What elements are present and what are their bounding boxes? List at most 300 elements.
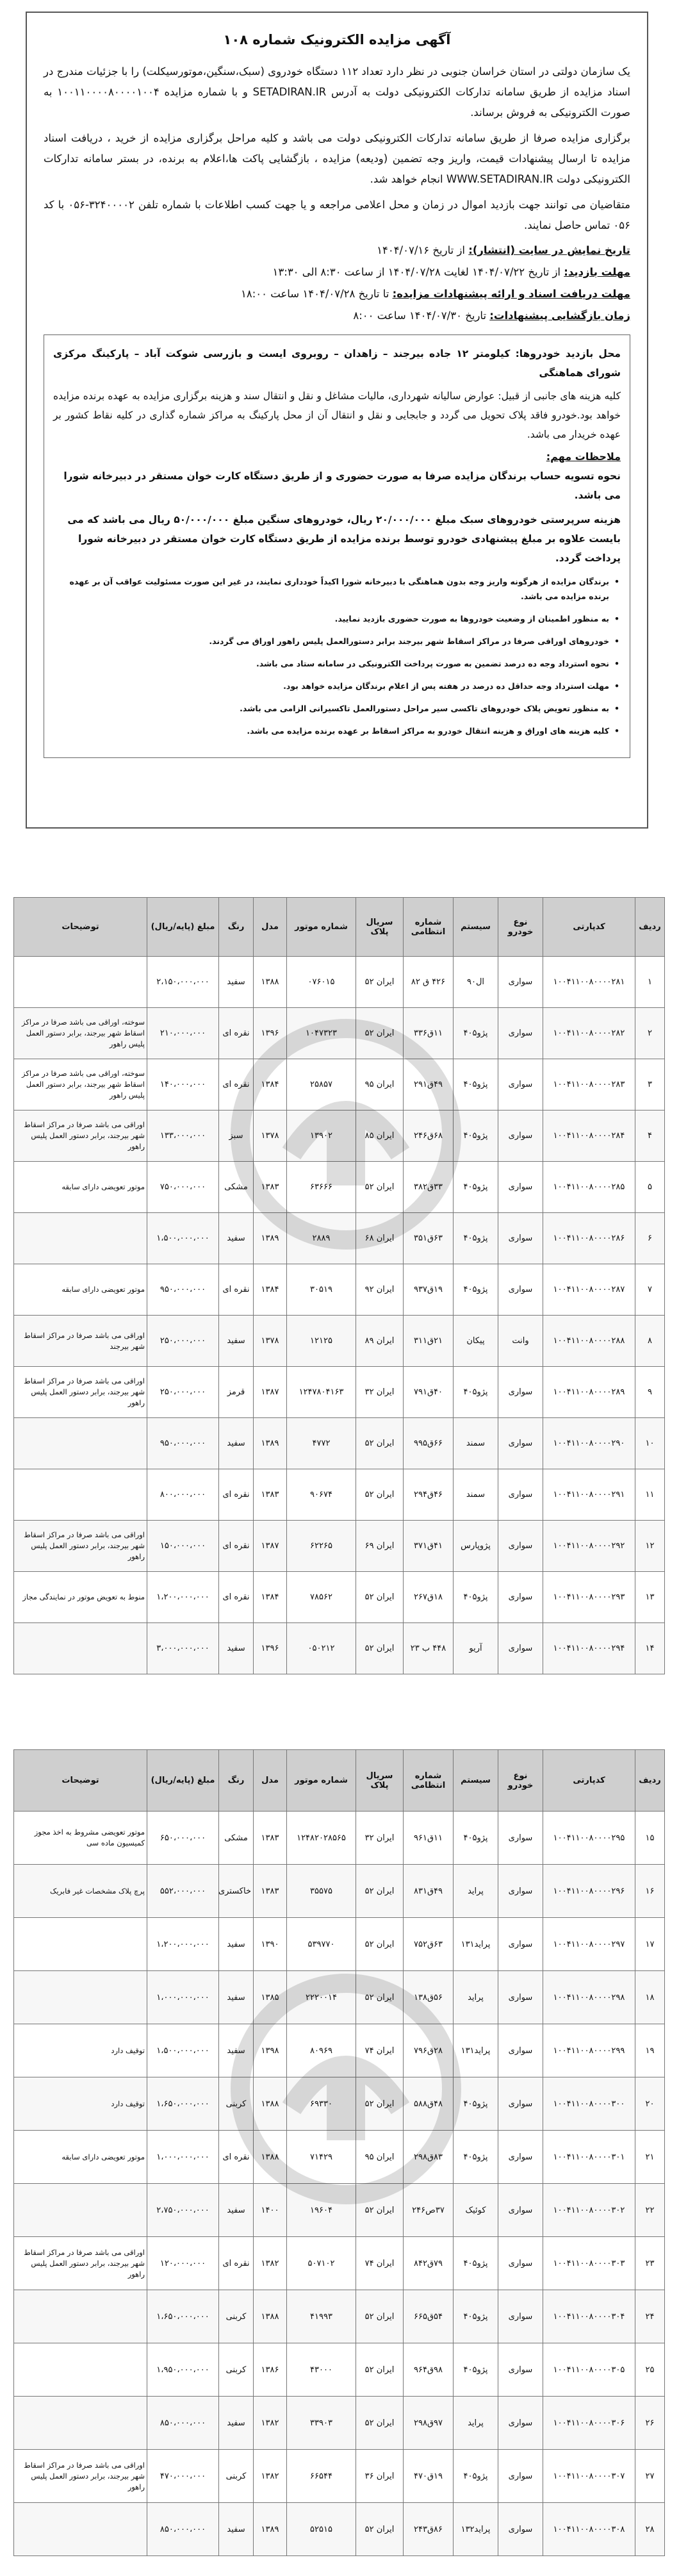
cell-party-code: ۱۰۰۴۱۱۰۰۸۰۰۰۰۲۹۸ — [543, 1971, 635, 2024]
cell-plate-serial: ایران ۹۵ — [356, 1059, 404, 1110]
cell-plate-number: ۱۹ق۹۳۷ — [404, 1264, 454, 1316]
list-item: • به منظور تعویض پلاک خودروهای تاکسی سیر مراحل دستورالعمل تاکسیرانی الزامی می باشد. — [53, 701, 621, 716]
cell-base-price: ۱،۵۰۰،۰۰۰،۰۰۰ — [147, 1213, 219, 1264]
cell-row-number: ۱۷ — [635, 1918, 665, 1971]
cell-party-code: ۱۰۰۴۱۱۰۰۸۰۰۰۰۳۰۳ — [543, 2237, 635, 2290]
cell-row-number: ۸ — [635, 1316, 665, 1367]
cell-engine-number: ۶۲۲۶۵ — [287, 1521, 356, 1572]
cell-model: ۱۳۸۲ — [254, 2397, 287, 2450]
list-item: • کلیه هزینه های اوراق و هزینه انتقال خودرو به مراکز اسقاط بر عهده برنده مزایده می باشد. — [53, 723, 621, 738]
cell-color: سفید — [219, 1316, 254, 1367]
column-header-color: رنگ — [219, 898, 254, 957]
cell-model: ۱۳۸۴ — [254, 1059, 287, 1110]
cell-row-number: ۲۲ — [635, 2184, 665, 2237]
cell-vehicle-type: سواری — [498, 1918, 543, 1971]
table-row — [14, 2450, 665, 2503]
cell-color: سفید — [219, 2184, 254, 2237]
notice-paragraph-2: برگزاری مزایده صرفا از طریق سامانه تدارکات الکترونیکی دولت می باشد و کلیه مراحل برگزاری مزایده از خرید ، دریافت اسناد مزایده تا ارسال پیشنهادات قیمت، واریز وجه تضمین (ودیعه) مزایده ، بازگشایی پاکت ها،اعلام به برنده، در بستر سامانه تدارکات الکترونیکی دولت WWW.SETADIRAN.IR انجام خواهد شد. — [44, 132, 630, 185]
note-supervision-fee: هزینه سرپرستی خودروهای سبک مبلغ ۲۰/۰۰۰/۰۰۰ ریال، خودروهای سنگین مبلغ ۵۰/۰۰۰/۰۰۰ ریال می باشد که می بایست علاوه بر مبلغ پیشنهادی خودرو توسط برنده مزایده از طریق دستگاه کارت خوان مستقر در دبیرخانه شورا پرداخت گردد. — [67, 514, 621, 564]
cell-plate-number: ۱۱ق۹۶۱ — [404, 1812, 454, 1865]
cell-description: موتور تعویضی مشروط به اخذ مجوز کمیسیون ماده سی — [14, 1812, 147, 1865]
cell-plate-serial: ایران ۵۲ — [356, 1918, 404, 1971]
cell-vehicle-type: سواری — [498, 2450, 543, 2503]
cell-engine-number: ۳۰۵۱۹ — [287, 1264, 356, 1316]
cell-plate-serial: ایران ۵۲ — [356, 2184, 404, 2237]
cell-description: اوراقی می باشد صرفا در مراکز اسقاط شهر بیرجند، برابر دستور العمل پلیس راهور — [14, 2237, 147, 2290]
cell-row-number: ۱۹ — [635, 2024, 665, 2077]
cell-row-number: ۱۲ — [635, 1521, 665, 1572]
cell-vehicle-type: سواری — [498, 1110, 543, 1162]
column-header-base-price: مبلغ (پایه/ریال) — [147, 898, 219, 957]
cell-party-code: ۱۰۰۴۱۱۰۰۸۰۰۰۰۲۸۹ — [543, 1367, 635, 1418]
cell-engine-number: ۱۲۱۲۵ — [287, 1316, 356, 1367]
cell-description: موتور تعویضی دارای سابقه — [14, 1162, 147, 1213]
cell-model: ۱۳۸۴ — [254, 1572, 287, 1623]
cell-base-price: ۲۵۰،۰۰۰،۰۰۰ — [147, 1367, 219, 1418]
cell-party-code: ۱۰۰۴۱۱۰۰۸۰۰۰۰۲۹۲ — [543, 1521, 635, 1572]
table-row — [14, 1110, 665, 1162]
cell-system: پراید۱۳۱ — [454, 1918, 498, 1971]
cell-description: اوراقی می باشد صرفا در مراکز اسقاط شهر بیرجند، برابر دستور العمل پلیس راهور — [14, 1110, 147, 1162]
cell-party-code: ۱۰۰۴۱۱۰۰۸۰۰۰۰۳۰۸ — [543, 2503, 635, 2556]
cell-plate-serial: ایران ۵۲ — [356, 1971, 404, 2024]
cell-plate-serial: ایران ۸۹ — [356, 1316, 404, 1367]
cell-engine-number: ۳۳۹۰۳ — [287, 2397, 356, 2450]
cell-model: ۱۳۷۸ — [254, 1110, 287, 1162]
cell-color: نقره ای — [219, 1572, 254, 1623]
cell-plate-serial: ایران ۳۲ — [356, 1367, 404, 1418]
cell-plate-number: ۹۷ق۲۹۸ — [404, 2397, 454, 2450]
cell-system: پراید — [454, 2397, 498, 2450]
cell-party-code: ۱۰۰۴۱۱۰۰۸۰۰۰۰۲۸۸ — [543, 1316, 635, 1367]
cell-party-code: ۱۰۰۴۱۱۰۰۸۰۰۰۰۳۰۷ — [543, 2450, 635, 2503]
cell-base-price: ۶۵۰،۰۰۰،۰۰۰ — [147, 1812, 219, 1865]
cell-row-number: ۲۱ — [635, 2131, 665, 2184]
cell-vehicle-type: سواری — [498, 1264, 543, 1316]
cell-model: ۱۳۸۳ — [254, 1469, 287, 1521]
cell-system: پژو۴۰۵ — [454, 1162, 498, 1213]
cell-color: سفید — [219, 1971, 254, 2024]
cell-vehicle-type: سواری — [498, 1572, 543, 1623]
cell-system: پژو۴۰۵ — [454, 2450, 498, 2503]
cell-plate-number: ۱۱ق۳۳۶ — [404, 1008, 454, 1059]
table-row — [14, 1316, 665, 1367]
cell-base-price: ۱،۲۰۰،۰۰۰،۰۰۰ — [147, 1572, 219, 1623]
table-row — [14, 1623, 665, 1674]
cell-model: ۱۳۸۹ — [254, 1418, 287, 1469]
cell-color: سفید — [219, 2397, 254, 2450]
cell-engine-number: ۱۳۹۰۲ — [287, 1110, 356, 1162]
cell-row-number: ۱۸ — [635, 1971, 665, 2024]
cell-color: سفید — [219, 1623, 254, 1674]
column-header-vehicle-type: نوع خودرو — [498, 1750, 543, 1812]
column-header-model: مدل — [254, 1750, 287, 1812]
table-header-row — [14, 1750, 665, 1812]
cell-party-code: ۱۰۰۴۱۱۰۰۸۰۰۰۰۲۹۵ — [543, 1812, 635, 1865]
table-row — [14, 2343, 665, 2397]
cell-party-code: ۱۰۰۴۱۱۰۰۸۰۰۰۰۳۰۶ — [543, 2397, 635, 2450]
column-header-row-number: ردیف — [635, 898, 665, 957]
cell-model: ۱۳۸۳ — [254, 1812, 287, 1865]
cell-description — [14, 2184, 147, 2237]
cell-system: پژو۴۰۵ — [454, 1264, 498, 1316]
cell-vehicle-type: سواری — [498, 2024, 543, 2077]
cell-plate-number: ۳۳ق۳۸۲ — [404, 1162, 454, 1213]
inner-paragraph-1: کلیه هزینه های جانبی از قبیل: عوارض سالیانه شهرداری، مالیات مشاغل و نقل و انتقال سند و هزینه برگزاری مزایده به عهده برنده مزایده خواهد بود.خودرو فاقد پلاک تحویل می گردد و جابجایی و نقل و انتقال آن از محل پارکینگ به مراکز شماره گذاری در کلیه نقاط کشور بر عهده خریدار می باشد. — [53, 390, 621, 440]
cell-system: پراید۱۳۲ — [454, 2503, 498, 2556]
cell-system: پژو۴۰۵ — [454, 1110, 498, 1162]
cell-base-price: ۸۰۰،۰۰۰،۰۰۰ — [147, 1469, 219, 1521]
note-settlement: نحوه تسویه حساب برندگان مزایده صرفا به صورت حضوری و از طریق دستگاه کارت خوان مستقر در دبیرخانه شورا می باشد. — [63, 470, 621, 501]
column-header-plate-serial: سریال پلاک — [356, 1750, 404, 1812]
cell-model: ۱۳۸۸ — [254, 2290, 287, 2343]
cell-party-code: ۱۰۰۴۱۱۰۰۸۰۰۰۰۲۹۳ — [543, 1572, 635, 1623]
cell-plate-number: ۴۰ق۷۹۱ — [404, 1367, 454, 1418]
cell-party-code: ۱۰۰۴۱۱۰۰۸۰۰۰۰۲۹۶ — [543, 1865, 635, 1918]
cell-base-price: ۲،۱۵۰،۰۰۰،۰۰۰ — [147, 957, 219, 1008]
column-header-description: توضیحات — [14, 1750, 147, 1812]
cell-system: کوئیک — [454, 2184, 498, 2237]
cell-system: پراید۱۳۱ — [454, 2024, 498, 2077]
cell-plate-number: ۶۶ق۹۹۵ — [404, 1418, 454, 1469]
cell-row-number: ۲۸ — [635, 2503, 665, 2556]
cell-vehicle-type: سواری — [498, 1623, 543, 1674]
cell-model: ۱۳۸۹ — [254, 1213, 287, 1264]
cell-system: پیکان — [454, 1316, 498, 1367]
cell-base-price: ۲،۷۵۰،۰۰۰،۰۰۰ — [147, 2184, 219, 2237]
cell-description — [14, 2343, 147, 2397]
cell-system: پژو۴۰۵ — [454, 1367, 498, 1418]
cell-base-price: ۸۵۰،۰۰۰،۰۰۰ — [147, 2503, 219, 2556]
cell-engine-number: ۷۱۴۲۹ — [287, 2131, 356, 2184]
date-visit: مهلت بازدید: از تاریخ ۱۴۰۴/۰۷/۲۲ لغایت ۱۴۰۴/۰۷/۲۸ از ساعت ۸:۳۰ الی ۱۳:۳۰ — [272, 266, 630, 278]
cell-system: پژو۴۰۵ — [454, 1213, 498, 1264]
cell-plate-number: ۱۹ق۴۷۰ — [404, 2450, 454, 2503]
cell-base-price: ۷۵۰،۰۰۰،۰۰۰ — [147, 1162, 219, 1213]
column-header-row-number: ردیف — [635, 1750, 665, 1812]
cell-model: ۱۳۸۷ — [254, 1367, 287, 1418]
cell-row-number: ۲۶ — [635, 2397, 665, 2450]
table-row — [14, 2397, 665, 2450]
cell-vehicle-type: سواری — [498, 1059, 543, 1110]
cell-engine-number: ۶۳۶۶۶ — [287, 1162, 356, 1213]
cell-description: توقیف دارد — [14, 2077, 147, 2131]
cell-base-price: ۱۲۰،۰۰۰،۰۰۰ — [147, 2237, 219, 2290]
cell-model: ۱۴۰۰ — [254, 2184, 287, 2237]
cell-party-code: ۱۰۰۴۱۱۰۰۸۰۰۰۰۲۸۷ — [543, 1264, 635, 1316]
table-row — [14, 1469, 665, 1521]
table-row — [14, 1418, 665, 1469]
cell-color: سفید — [219, 957, 254, 1008]
cell-plate-serial: ایران ۷۴ — [356, 2237, 404, 2290]
cell-engine-number: ۴۷۷۲ — [287, 1418, 356, 1469]
table-row — [14, 1008, 665, 1059]
cell-description: توقیف دارد — [14, 2024, 147, 2077]
cell-base-price: ۱۴۰،۰۰۰،۰۰۰ — [147, 1059, 219, 1110]
cell-engine-number: ۶۹۳۳۰ — [287, 2077, 356, 2131]
cell-party-code: ۱۰۰۴۱۱۰۰۸۰۰۰۰۲۸۲ — [543, 1008, 635, 1059]
cell-plate-serial: ایران ۵۲ — [356, 957, 404, 1008]
cell-plate-number: ۴۲۶ ق ۸۲ — [404, 957, 454, 1008]
cell-description: منوط به تعویض موتور در نمایندگی مجاز — [14, 1572, 147, 1623]
cell-vehicle-type: سواری — [498, 1162, 543, 1213]
table-row — [14, 2024, 665, 2077]
vehicles-table-1 — [14, 897, 665, 1674]
cell-engine-number: ۱۲۴۷۸۰۴۱۶۳ — [287, 1367, 356, 1418]
cell-system: پژو۴۰۵ — [454, 2290, 498, 2343]
cell-system: پژو۴۰۵ — [454, 2077, 498, 2131]
cell-system: پژو۴۰۵ — [454, 1008, 498, 1059]
cell-plate-serial: ایران ۹۲ — [356, 1264, 404, 1316]
cell-color: کربنی — [219, 2450, 254, 2503]
cell-color: سفید — [219, 2024, 254, 2077]
cell-vehicle-type: سواری — [498, 1469, 543, 1521]
cell-engine-number: ۷۸۵۶۲ — [287, 1572, 356, 1623]
cell-base-price: ۳،۰۰۰،۰۰۰،۰۰۰ — [147, 1623, 219, 1674]
auction-notice — [26, 12, 648, 829]
column-header-plate-serial: سریال پلاک — [356, 898, 404, 957]
cell-description: موتور تعویضی دارای سابقه — [14, 2131, 147, 2184]
cell-vehicle-type: سواری — [498, 1521, 543, 1572]
cell-description: موتور تعویضی دارای سابقه — [14, 1264, 147, 1316]
cell-model: ۱۳۸۳ — [254, 1162, 287, 1213]
cell-plate-number: ۴۹ق۸۳۱ — [404, 1865, 454, 1918]
cell-plate-serial: ایران ۶۸ — [356, 1213, 404, 1264]
column-header-model: مدل — [254, 898, 287, 957]
table — [13, 1749, 665, 2556]
cell-model: ۱۳۸۸ — [254, 957, 287, 1008]
list-item: • برندگان مزایده از هرگونه واریز وجه بدون هماهنگی با دبیرخانه شورا اکیداً خودداری نمایند، در غیر این صورت مسئولیت عواقب آن بر عهده برنده مزایده می باشد. — [53, 574, 621, 604]
cell-system: پژو۴۰۵ — [454, 1572, 498, 1623]
cell-color: خاکستری — [219, 1865, 254, 1918]
cell-row-number: ۴ — [635, 1110, 665, 1162]
cell-plate-number: ۲۱ق۳۱۱ — [404, 1316, 454, 1367]
cell-engine-number: ۲۲۲۰۰۱۴ — [287, 1971, 356, 2024]
cell-system: پراید — [454, 1971, 498, 2024]
table-row — [14, 1971, 665, 2024]
cell-color: سفید — [219, 1918, 254, 1971]
cell-plate-serial: ایران ۶۹ — [356, 1521, 404, 1572]
cell-row-number: ۲ — [635, 1008, 665, 1059]
cell-description — [14, 1623, 147, 1674]
cell-row-number: ۱۰ — [635, 1418, 665, 1469]
cell-plate-number: ۲۸ق۷۹۶ — [404, 2024, 454, 2077]
cell-system: پراید — [454, 1865, 498, 1918]
cell-description: سوخته، اوراقی می باشد صرفا در مراکز اسقاط شهر بیرجند، برابر دستور العمل پلیس راهور — [14, 1059, 147, 1110]
cell-engine-number: ۱۹۶۰۴ — [287, 2184, 356, 2237]
cell-engine-number: ۹۰۶۷۴ — [287, 1469, 356, 1521]
cell-color: مشکی — [219, 1812, 254, 1865]
column-header-plate-number: شماره انتظامی — [404, 1750, 454, 1812]
table-row — [14, 1059, 665, 1110]
cell-color: کربنی — [219, 2077, 254, 2131]
cell-model: ۱۳۸۸ — [254, 2131, 287, 2184]
cell-base-price: ۱،۲۰۰،۰۰۰،۰۰۰ — [147, 1918, 219, 1971]
cell-plate-number: ۶۸ق۲۴۶ — [404, 1110, 454, 1162]
cell-base-price: ۱،۶۵۰،۰۰۰،۰۰۰ — [147, 2290, 219, 2343]
cell-row-number: ۱۵ — [635, 1812, 665, 1865]
cell-row-number: ۲۵ — [635, 2343, 665, 2397]
cell-description: سوخته، اوراقی می باشد صرفا در مراکز اسقاط شهر بیرجند، برابر دستور العمل پلیس راهور — [14, 1008, 147, 1059]
cell-description — [14, 2397, 147, 2450]
cell-party-code: ۱۰۰۴۱۱۰۰۸۰۰۰۰۲۹۹ — [543, 2024, 635, 2077]
cell-plate-serial: ایران ۵۲ — [356, 1162, 404, 1213]
list-item: • مهلت استرداد وجه حداقل ده درصد در هفته پس از اعلام برندگان مزایده خواهد بود. — [53, 679, 621, 693]
cell-vehicle-type: سواری — [498, 2503, 543, 2556]
cell-color: کربنی — [219, 2343, 254, 2397]
cell-engine-number: ۵۰۷۱۰۲ — [287, 2237, 356, 2290]
cell-description: اوراقی می باشد صرفا در مراکز اسقاط شهر بیرجند، برابر دستور العمل پلیس راهور — [14, 1367, 147, 1418]
cell-plate-number: ۸۳ق۲۹۸ — [404, 2131, 454, 2184]
cell-vehicle-type: سواری — [498, 2077, 543, 2131]
cell-party-code: ۱۰۰۴۱۱۰۰۸۰۰۰۰۲۸۶ — [543, 1213, 635, 1264]
cell-plate-serial: ایران ۹۵ — [356, 2131, 404, 2184]
cell-engine-number: ۱۲۴۸۲۰۲۸۵۶۵ — [287, 1812, 356, 1865]
cell-plate-serial: ایران ۵۲ — [356, 1418, 404, 1469]
cell-plate-serial: ایران ۵۲ — [356, 2077, 404, 2131]
cell-engine-number: ۰۷۶۰۱۵ — [287, 957, 356, 1008]
cell-description — [14, 1971, 147, 2024]
cell-row-number: ۱۱ — [635, 1469, 665, 1521]
cell-base-price: ۲۱۰،۰۰۰،۰۰۰ — [147, 1008, 219, 1059]
column-header-party-code: کدپارتی — [543, 898, 635, 957]
cell-vehicle-type: سواری — [498, 1008, 543, 1059]
cell-description — [14, 1469, 147, 1521]
cell-color: نقره ای — [219, 1469, 254, 1521]
cell-model: ۱۳۸۳ — [254, 1865, 287, 1918]
cell-party-code: ۱۰۰۴۱۱۰۰۸۰۰۰۰۳۰۲ — [543, 2184, 635, 2237]
cell-color: نقره ای — [219, 1521, 254, 1572]
cell-vehicle-type: سواری — [498, 1865, 543, 1918]
table-row — [14, 2184, 665, 2237]
cell-color: نقره ای — [219, 1008, 254, 1059]
cell-row-number: ۲۳ — [635, 2237, 665, 2290]
list-item: • به منظور اطمینان از وضعیت خودروها به صورت حضوری بازدید نمایید. — [53, 611, 621, 626]
cell-plate-number: ۱۸ق۲۶۷ — [404, 1572, 454, 1623]
cell-color: نقره ای — [219, 2131, 254, 2184]
cell-party-code: ۱۰۰۴۱۱۰۰۸۰۰۰۰۲۹۴ — [543, 1623, 635, 1674]
cell-party-code: ۱۰۰۴۱۱۰۰۸۰۰۰۰۳۰۵ — [543, 2343, 635, 2397]
notice-paragraph-1: یک سازمان دولتی در استان خراسان جنوبی در نظر دارد تعداد ۱۱۲ دستگاه خودروی (سبک،سنگین،موتورسیکلت) را با جزئیات مندرج در اسناد مزایده از طریق سامانه تدارکات الکترونیکی دولت به آدرس SETADIRAN.IR و با شماره مزایده ۱۰۰۱۱۰۰۰۰۸۰۰۰۰۱۰۰۴ به صورت الکترونیکی به فروش برساند. — [44, 65, 630, 119]
cell-base-price: ۱،۰۰۰،۰۰۰،۰۰۰ — [147, 1971, 219, 2024]
cell-row-number: ۲۷ — [635, 2450, 665, 2503]
cell-vehicle-type: سواری — [498, 2343, 543, 2397]
table-body — [14, 1812, 665, 2556]
table-row — [14, 1264, 665, 1316]
table-row — [14, 1918, 665, 1971]
cell-row-number: ۲۰ — [635, 2077, 665, 2131]
cell-base-price: ۱،۰۰۰،۰۰۰،۰۰۰ — [147, 2131, 219, 2184]
cell-color: سفید — [219, 1213, 254, 1264]
cell-plate-number: ۵۶ق۱۳۸ — [404, 1971, 454, 2024]
table-row — [14, 1865, 665, 1918]
cell-party-code: ۱۰۰۴۱۱۰۰۸۰۰۰۰۲۹۱ — [543, 1469, 635, 1521]
column-header-system: سیستم — [454, 1750, 498, 1812]
cell-color: قرمز — [219, 1367, 254, 1418]
table — [13, 897, 665, 1674]
cell-row-number: ۶ — [635, 1213, 665, 1264]
cell-engine-number: ۵۳۹۷۷۰ — [287, 1918, 356, 1971]
cell-model: ۱۳۹۸ — [254, 2024, 287, 2077]
cell-vehicle-type: سواری — [498, 1971, 543, 2024]
cell-system: پژو۴۰۵ — [454, 1812, 498, 1865]
cell-system: پژو۴۰۵ — [454, 2131, 498, 2184]
column-header-color: رنگ — [219, 1750, 254, 1812]
cell-row-number: ۱۳ — [635, 1572, 665, 1623]
cell-description — [14, 957, 147, 1008]
cell-engine-number: ۲۵۸۵۷ — [287, 1059, 356, 1110]
cell-model: ۱۳۹۶ — [254, 1623, 287, 1674]
table-row — [14, 2237, 665, 2290]
notes-list — [53, 574, 621, 738]
table-row — [14, 1367, 665, 1418]
cell-system: سمند — [454, 1469, 498, 1521]
cell-vehicle-type: سواری — [498, 2397, 543, 2450]
cell-plate-number: ۶۳ق۷۵۲ — [404, 1918, 454, 1971]
cell-engine-number: ۱۰۴۷۳۲۳ — [287, 1008, 356, 1059]
cell-plate-serial: ایران ۵۲ — [356, 1008, 404, 1059]
table-row — [14, 1162, 665, 1213]
cell-plate-number: ۹۸ق۹۶۴ — [404, 2343, 454, 2397]
cell-party-code: ۱۰۰۴۱۱۰۰۸۰۰۰۰۲۸۳ — [543, 1059, 635, 1110]
cell-vehicle-type: سواری — [498, 957, 543, 1008]
list-item: • خودروهای اوراقی صرفا در مراکز اسقاط شهر بیرجند برابر دستورالعمل پلیس راهور اوراق می گردند. — [53, 634, 621, 648]
cell-base-price: ۸۵۰،۰۰۰،۰۰۰ — [147, 2397, 219, 2450]
cell-model: ۱۳۸۲ — [254, 2450, 287, 2503]
cell-color: سبز — [219, 1110, 254, 1162]
date-publish: تاریخ نمایش در سایت (انتشار): از تاریخ ۱۴۰۴/۰۷/۱۶ — [377, 244, 630, 256]
cell-system: پژو۴۰۵ — [454, 2343, 498, 2397]
cell-engine-number: ۶۶۵۴۴ — [287, 2450, 356, 2503]
cell-plate-serial: ایران ۵۲ — [356, 2397, 404, 2450]
cell-row-number: ۳ — [635, 1059, 665, 1110]
cell-system: آریو — [454, 1623, 498, 1674]
table-row — [14, 1213, 665, 1264]
cell-plate-number: ۴۹ق۲۹۱ — [404, 1059, 454, 1110]
cell-party-code: ۱۰۰۴۱۱۰۰۸۰۰۰۰۲۹۰ — [543, 1418, 635, 1469]
cell-vehicle-type: سواری — [498, 2290, 543, 2343]
cell-model: ۱۳۹۶ — [254, 1008, 287, 1059]
cell-model: ۱۳۷۸ — [254, 1316, 287, 1367]
table-body — [14, 957, 665, 1674]
cell-model: ۱۳۸۵ — [254, 1971, 287, 2024]
cell-base-price: ۴۷۰،۰۰۰،۰۰۰ — [147, 2450, 219, 2503]
cell-plate-number: ۴۴۸ ب ۲۳ — [404, 1623, 454, 1674]
column-header-vehicle-type: نوع خودرو — [498, 898, 543, 957]
cell-vehicle-type: سواری — [498, 2237, 543, 2290]
cell-plate-number: ۴۶ق۲۹۴ — [404, 1469, 454, 1521]
cell-plate-number: ۵۴ق۶۶۵ — [404, 2290, 454, 2343]
cell-plate-serial: ایران ۵۲ — [356, 1623, 404, 1674]
cell-engine-number: ۴۳۰۰۰ — [287, 2343, 356, 2397]
cell-party-code: ۱۰۰۴۱۱۰۰۸۰۰۰۰۲۸۱ — [543, 957, 635, 1008]
cell-model: ۱۳۸۸ — [254, 2077, 287, 2131]
table-row — [14, 2503, 665, 2556]
cell-plate-serial: ایران ۳۲ — [356, 1812, 404, 1865]
cell-model: ۱۳۸۶ — [254, 2343, 287, 2397]
cell-system: پژوپارس — [454, 1521, 498, 1572]
cell-party-code: ۱۰۰۴۱۱۰۰۸۰۰۰۰۲۸۴ — [543, 1110, 635, 1162]
cell-description: اوراقی می باشد صرفا در مراکز اسقاط شهر بیرجند — [14, 1316, 147, 1367]
cell-row-number: ۷ — [635, 1264, 665, 1316]
cell-plate-number: ۷۹ق۸۴۲ — [404, 2237, 454, 2290]
cell-party-code: ۱۰۰۴۱۱۰۰۸۰۰۰۰۳۰۱ — [543, 2131, 635, 2184]
table-row — [14, 2131, 665, 2184]
cell-base-price: ۹۵۰،۰۰۰،۰۰۰ — [147, 1264, 219, 1316]
column-header-party-code: کدپارتی — [543, 1750, 635, 1812]
cell-vehicle-type: سواری — [498, 1213, 543, 1264]
cell-plate-serial: ایران ۵۲ — [356, 2290, 404, 2343]
